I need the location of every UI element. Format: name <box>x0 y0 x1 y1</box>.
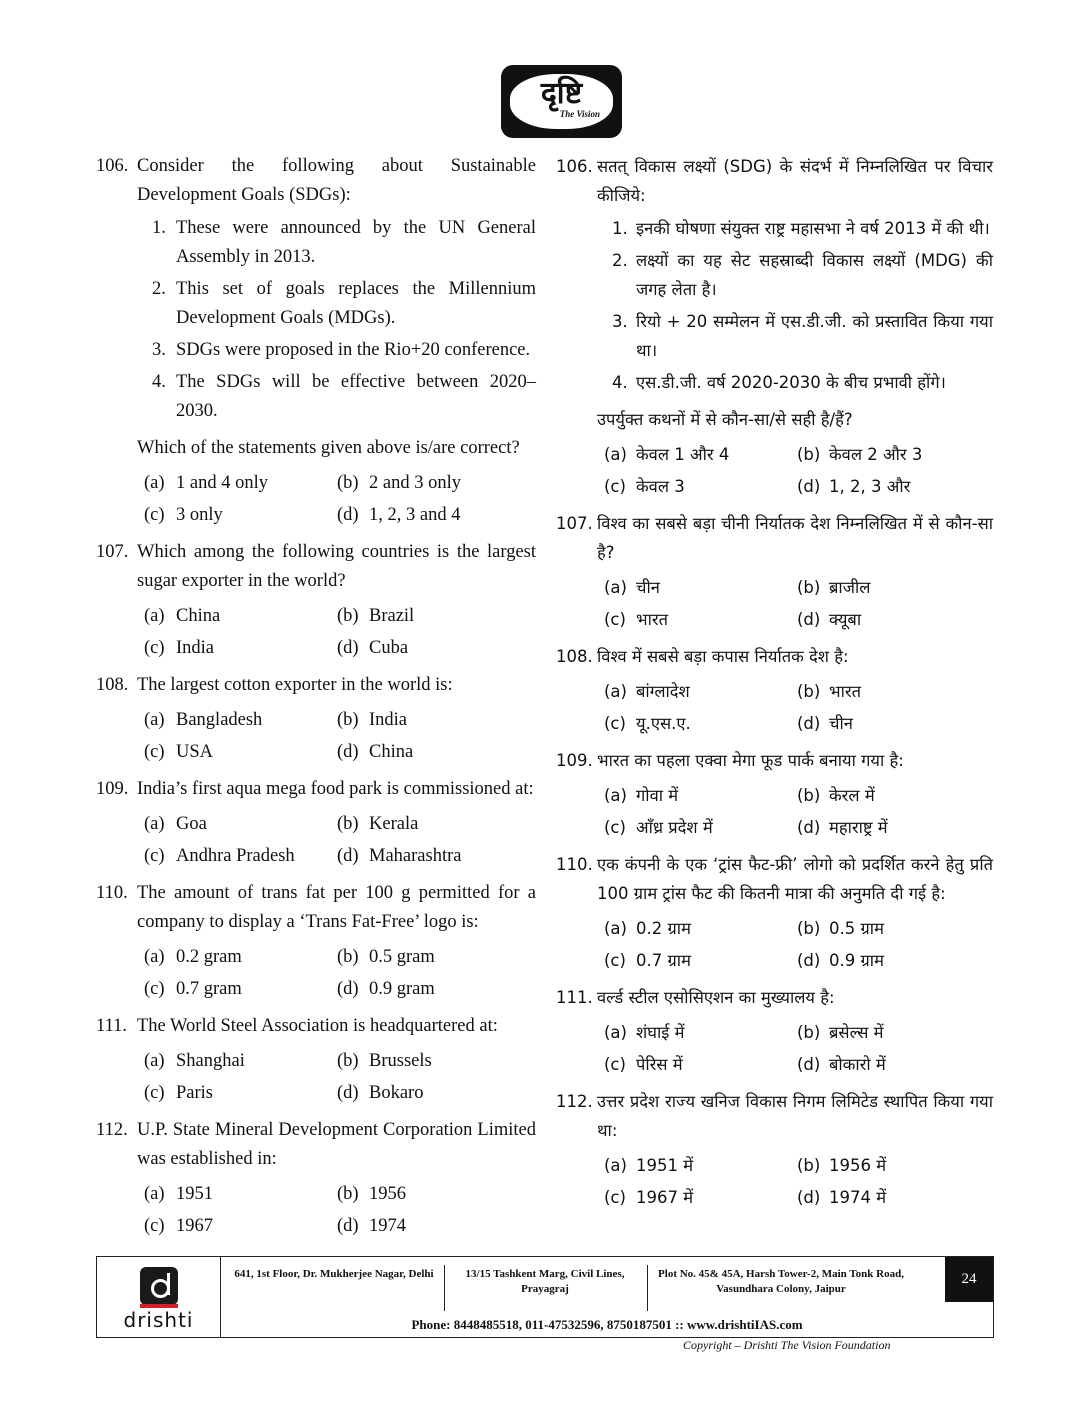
option-letter: (a) <box>604 578 627 597</box>
option-letter: (b) <box>337 814 359 834</box>
answer-option <box>604 472 797 501</box>
option-letter: (d) <box>337 742 359 762</box>
statement-number: 1. <box>612 219 628 238</box>
answer-option <box>337 943 537 972</box>
answer-option <box>337 738 537 767</box>
option-text: Paris <box>176 1083 213 1103</box>
answer-option <box>604 813 797 842</box>
option-text: भारत <box>829 682 862 701</box>
option-letter: (c) <box>604 1055 626 1074</box>
option-text: केवल 1 और 4 <box>636 445 730 464</box>
option-letter: (c) <box>604 477 626 496</box>
answer-option <box>604 1183 797 1212</box>
answer-option <box>604 440 797 469</box>
answer-option <box>337 634 537 663</box>
question-number: 106. <box>96 156 129 176</box>
answer-option <box>337 1212 537 1241</box>
answer-option <box>604 605 797 634</box>
option-letter: (d) <box>337 1216 359 1236</box>
option-letter: (a) <box>604 682 627 701</box>
options-grid <box>137 602 536 663</box>
option-letter: (a) <box>604 1156 627 1175</box>
option-text: 1, 2, 3 and 4 <box>369 505 461 525</box>
option-text: 1 and 4 only <box>176 473 268 493</box>
answer-option <box>144 634 337 663</box>
statement-number: 4. <box>152 372 166 392</box>
answer-option <box>604 573 797 602</box>
option-letter: (a) <box>144 473 165 493</box>
answer-option <box>144 810 337 839</box>
statement-number: 2. <box>612 251 628 270</box>
question-number: 108. <box>96 675 129 695</box>
page-footer <box>96 1256 994 1338</box>
statement-text: The SDGs will be effective between 2020–2030. <box>176 372 536 421</box>
answer-option <box>604 914 797 943</box>
options-grid <box>597 440 993 501</box>
question-number: 111. <box>96 1016 128 1036</box>
question-number: 109. <box>556 751 593 770</box>
question-number: 108. <box>556 647 593 666</box>
option-letter: (c) <box>604 818 626 837</box>
question-107 <box>556 509 993 634</box>
option-text: चीन <box>829 714 853 733</box>
option-text: 1974 में <box>829 1188 887 1207</box>
option-text: 0.7 gram <box>176 979 242 999</box>
option-letter: (c) <box>144 638 165 658</box>
option-letter: (d) <box>797 1055 821 1074</box>
option-letter: (d) <box>797 610 821 629</box>
option-letter: (a) <box>604 445 627 464</box>
answer-option <box>797 1183 997 1212</box>
option-text: 1967 में <box>636 1188 694 1207</box>
option-text: 1974 <box>369 1216 406 1236</box>
options-grid <box>137 706 536 767</box>
option-text: 1, 2, 3 और <box>829 477 911 496</box>
option-letter: (b) <box>797 919 821 938</box>
question-text: Which among the following countries is the largest sugar exporter in the world? <box>137 542 536 591</box>
option-letter: (d) <box>337 979 359 999</box>
answer-option <box>144 602 337 631</box>
answer-option <box>797 946 997 975</box>
statement-text: एस.डी.जी. वर्ष 2020-2030 के बीच प्रभावी होंगे। <box>636 373 946 392</box>
answer-option <box>337 501 537 530</box>
answer-option <box>144 706 337 735</box>
question-number: 107. <box>96 542 129 562</box>
statement-list <box>137 214 536 426</box>
option-text: ब्राजील <box>829 578 871 597</box>
answer-option <box>337 469 537 498</box>
option-text: पेरिस में <box>636 1055 683 1074</box>
answer-option <box>797 573 997 602</box>
answer-option <box>604 677 797 706</box>
option-text: Bokaro <box>369 1083 424 1103</box>
option-text: 0.2 gram <box>176 947 242 967</box>
option-letter: (b) <box>337 473 359 493</box>
option-letter: (d) <box>337 846 359 866</box>
statement-number: 3. <box>612 312 628 331</box>
page-number: 24 <box>945 1257 993 1302</box>
answer-option <box>797 677 997 706</box>
options-grid <box>597 573 993 634</box>
statement-item <box>597 307 993 365</box>
question-text: उत्तर प्रदेश राज्य खनिज विकास निगम लिमिटेड स्थापित किया गया था: <box>597 1092 993 1140</box>
option-text: Kerala <box>369 814 419 834</box>
address-jaipur: Plot No. 45& 45A, Harsh Tower-2, Main Tonk Road, Vasundhara Colony, Jaipur <box>658 1268 904 1295</box>
question-106 <box>556 152 993 501</box>
statement-number: 3. <box>152 340 166 360</box>
option-letter: (b) <box>337 606 359 626</box>
option-text: 0.9 gram <box>369 979 435 999</box>
option-text: महाराष्ट्र में <box>829 818 888 837</box>
answer-option <box>144 842 337 871</box>
option-text: China <box>369 742 414 762</box>
options-grid <box>597 1018 993 1079</box>
option-text: Bangladesh <box>176 710 263 730</box>
option-letter: (b) <box>797 1156 821 1175</box>
question-112 <box>96 1116 536 1241</box>
question-text: एक कंपनी के एक ‘ट्रांस फैट-फ्री’ लोगो को प्रदर्शित करने हेतु प्रति 100 ग्राम ट्रांस फैट की कितनी मात्रा की अनुमति दी गई है: <box>597 855 993 903</box>
answer-option <box>797 1018 997 1047</box>
answer-option <box>337 1079 537 1108</box>
answer-option <box>337 975 537 1004</box>
question-number: 112. <box>96 1120 128 1140</box>
question-number: 106. <box>556 157 593 176</box>
option-letter: (a) <box>144 710 165 730</box>
statement-number: 1. <box>152 218 166 238</box>
option-text: यू.एस.ए. <box>636 714 691 733</box>
options-grid <box>597 781 993 842</box>
option-text: India <box>369 710 408 730</box>
option-letter: (b) <box>797 682 821 701</box>
options-grid <box>137 1180 536 1241</box>
drishti-d-icon <box>140 1267 178 1305</box>
option-text: Andhra Pradesh <box>176 846 295 866</box>
option-letter: (d) <box>797 1188 821 1207</box>
statement-item <box>137 336 536 365</box>
option-letter: (c) <box>144 505 165 525</box>
answer-option <box>144 738 337 767</box>
option-text: 1967 <box>176 1216 213 1236</box>
question-111 <box>96 1012 536 1108</box>
question-text: The amount of trans fat per 100 g permitted for a company to display a ‘Trans Fat-Free’ logo is: <box>137 883 536 932</box>
question-text: U.P. State Mineral Development Corporation Limited was established in: <box>137 1120 536 1169</box>
question-111 <box>556 983 993 1079</box>
option-letter: (d) <box>797 714 821 733</box>
option-letter: (c) <box>604 714 626 733</box>
option-text: केरल में <box>829 786 875 805</box>
answer-option <box>144 943 337 972</box>
question-text: विश्व में सबसे बड़ा कपास निर्यातक देश है: <box>597 647 849 666</box>
option-text: 2 and 3 only <box>369 473 461 493</box>
answer-option <box>144 1047 337 1076</box>
option-text: 0.9 ग्राम <box>829 951 884 970</box>
option-letter: (a) <box>144 606 165 626</box>
answer-option <box>604 1050 797 1079</box>
option-letter: (b) <box>337 710 359 730</box>
question-prompt: उपर्युक्त कथनों में से कौन-सा/से सही है/हैं? <box>597 410 853 429</box>
question-109 <box>556 746 993 842</box>
option-text: बांग्लादेश <box>636 682 690 701</box>
hindi-questions-column <box>556 152 993 1220</box>
option-text: 1951 <box>176 1184 213 1204</box>
question-107 <box>96 538 536 663</box>
statement-text: लक्ष्यों का यह सेट सहस्राब्दी विकास लक्ष्यों (MDG) की जगह लेता है। <box>636 251 993 299</box>
answer-option <box>797 781 997 810</box>
answer-option <box>337 810 537 839</box>
question-110 <box>96 879 536 1004</box>
question-number: 107. <box>556 514 593 533</box>
option-text: Shanghai <box>176 1051 245 1071</box>
statement-text: रियो + 20 सम्मेलन में एस.डी.जी. को प्रस्तावित किया गया था। <box>636 312 993 360</box>
answer-option <box>144 975 337 1004</box>
option-letter: (a) <box>144 947 165 967</box>
answer-option <box>797 914 997 943</box>
question-108 <box>556 642 993 738</box>
statement-text: This set of goals replaces the Millennium Development Goals (MDGs). <box>176 279 536 328</box>
option-text: बोकारो में <box>829 1055 886 1074</box>
answer-option <box>337 1180 537 1209</box>
answer-option <box>337 602 537 631</box>
statement-item <box>597 214 993 243</box>
statement-number: 4. <box>612 373 628 392</box>
option-text: 1951 में <box>636 1156 694 1175</box>
statement-item <box>137 214 536 272</box>
option-text: ब्रसेल्स में <box>829 1023 884 1042</box>
option-letter: (a) <box>604 786 627 805</box>
answer-option <box>797 472 997 501</box>
question-text: Consider the following about Sustainable Development Goals (SDGs): <box>137 156 536 205</box>
option-letter: (b) <box>797 445 821 464</box>
option-text: केवल 2 और 3 <box>829 445 923 464</box>
option-letter: (b) <box>797 786 821 805</box>
answer-option <box>144 1212 337 1241</box>
statement-number: 2. <box>152 279 166 299</box>
answer-option <box>337 1047 537 1076</box>
option-text: क्यूबा <box>829 610 862 629</box>
option-text: 0.5 ग्राम <box>829 919 884 938</box>
question-number: 112. <box>556 1092 593 1111</box>
option-letter: (d) <box>337 638 359 658</box>
option-letter: (c) <box>604 951 626 970</box>
statement-text: SDGs were proposed in the Rio+20 conference. <box>176 340 531 360</box>
copyright-line: Copyright – Drishti The Vision Foundation <box>683 1338 891 1352</box>
option-letter: (a) <box>144 814 165 834</box>
option-letter: (a) <box>604 1023 627 1042</box>
question-112 <box>556 1087 993 1212</box>
drishti-header-logo <box>501 65 622 138</box>
option-text: Goa <box>176 814 207 834</box>
option-letter: (b) <box>797 1023 821 1042</box>
option-text: आँध्र प्रदेश में <box>636 818 713 837</box>
option-letter: (c) <box>604 610 626 629</box>
option-text: 0.7 ग्राम <box>636 951 691 970</box>
question-106 <box>96 152 536 530</box>
question-110 <box>556 850 993 975</box>
question-text: सतत् विकास लक्ष्यों (SDG) के संदर्भ में निम्नलिखित पर विचार कीजिये: <box>597 157 993 205</box>
question-number: 110. <box>96 883 128 903</box>
option-text: 0.5 gram <box>369 947 435 967</box>
question-prompt: Which of the statements given above is/are correct? <box>137 438 520 458</box>
option-text: 0.2 ग्राम <box>636 919 691 938</box>
option-text: भारत <box>636 610 669 629</box>
option-text: Cuba <box>369 638 409 658</box>
footer-logo <box>97 1257 221 1337</box>
answer-option <box>797 1050 997 1079</box>
statement-item <box>137 368 536 426</box>
question-text: वर्ल्ड स्टील एसोसिएशन का मुख्यालय है: <box>597 988 835 1007</box>
options-grid <box>137 469 536 530</box>
answer-option <box>604 709 797 738</box>
footer-phone: Phone: 8448485518, 011-47532596, 8750187501 :: www.drishtiIAS.com <box>411 1317 803 1332</box>
footer-brand: drishti <box>123 1308 194 1332</box>
answer-option <box>797 440 997 469</box>
answer-option <box>797 709 997 738</box>
options-grid <box>597 914 993 975</box>
answer-option <box>797 1151 997 1180</box>
option-letter: (c) <box>604 1188 626 1207</box>
question-108 <box>96 671 536 767</box>
option-letter: (a) <box>604 919 627 938</box>
question-number: 111. <box>556 988 593 1007</box>
options-grid <box>597 677 993 738</box>
logo-word: दृष्टि <box>540 76 583 111</box>
option-text: 1956 <box>369 1184 406 1204</box>
answer-option <box>144 1180 337 1209</box>
option-text: Maharashtra <box>369 846 462 866</box>
question-text: विश्व का सबसे बड़ा चीनी निर्यातक देश निम्नलिखित में से कौन-सा है? <box>597 514 993 562</box>
option-letter: (d) <box>797 818 821 837</box>
statement-text: इनकी घोषणा संयुक्त राष्ट्र महासभा ने वर्ष 2013 में की थी। <box>636 219 990 238</box>
statement-list <box>597 214 993 397</box>
options-grid <box>137 1047 536 1108</box>
answer-option <box>144 469 337 498</box>
option-text: India <box>176 638 215 658</box>
option-text: शंघाई में <box>636 1023 685 1042</box>
statement-item <box>597 246 993 304</box>
option-letter: (b) <box>797 578 821 597</box>
answer-option <box>604 946 797 975</box>
option-text: 1956 में <box>829 1156 887 1175</box>
option-letter: (d) <box>337 505 359 525</box>
option-letter: (d) <box>797 951 821 970</box>
question-text: India’s first aqua mega food park is commissioned at: <box>137 779 534 799</box>
statement-item <box>597 368 993 397</box>
option-letter: (c) <box>144 846 165 866</box>
option-text: चीन <box>636 578 660 597</box>
option-letter: (c) <box>144 742 165 762</box>
option-letter: (a) <box>144 1051 165 1071</box>
logo-subtitle: The Vision <box>559 109 600 119</box>
option-text: गोवा में <box>636 786 679 805</box>
address-delhi: 641, 1st Floor, Dr. Mukherjee Nagar, Delhi <box>234 1268 434 1280</box>
option-text: 3 only <box>176 505 223 525</box>
options-grid <box>137 943 536 1004</box>
address-prayagraj: 13/15 Tashkent Marg, Civil Lines, Prayagraj <box>465 1268 625 1295</box>
option-letter: (b) <box>337 947 359 967</box>
answer-option <box>604 1151 797 1180</box>
option-text: Brazil <box>369 606 415 626</box>
answer-option <box>797 605 997 634</box>
option-letter: (c) <box>144 1083 165 1103</box>
option-text: Brussels <box>369 1051 432 1071</box>
answer-option <box>797 813 997 842</box>
options-grid <box>597 1151 993 1212</box>
english-questions-column <box>96 152 536 1249</box>
question-109 <box>96 775 536 871</box>
answer-option <box>337 842 537 871</box>
options-grid <box>137 810 536 871</box>
option-text: केवल 3 <box>636 477 685 496</box>
option-letter: (a) <box>144 1184 165 1204</box>
answer-option <box>604 781 797 810</box>
option-letter: (d) <box>337 1083 359 1103</box>
option-letter: (c) <box>144 1216 165 1236</box>
statement-text: These were announced by the UN General Assembly in 2013. <box>176 218 536 267</box>
option-text: China <box>176 606 221 626</box>
option-letter: (b) <box>337 1184 359 1204</box>
answer-option <box>604 1018 797 1047</box>
answer-option <box>144 1079 337 1108</box>
question-number: 109. <box>96 779 129 799</box>
option-letter: (b) <box>337 1051 359 1071</box>
answer-option <box>144 501 337 530</box>
question-number: 110. <box>556 855 593 874</box>
option-text: USA <box>176 742 214 762</box>
question-text: The largest cotton exporter in the world is: <box>137 675 453 695</box>
option-letter: (c) <box>144 979 165 999</box>
question-text: भारत का पहला एक्वा मेगा फूड पार्क बनाया गया है: <box>597 751 904 770</box>
answer-option <box>337 706 537 735</box>
option-letter: (d) <box>797 477 821 496</box>
statement-item <box>137 275 536 333</box>
question-text: The World Steel Association is headquartered at: <box>137 1016 498 1036</box>
